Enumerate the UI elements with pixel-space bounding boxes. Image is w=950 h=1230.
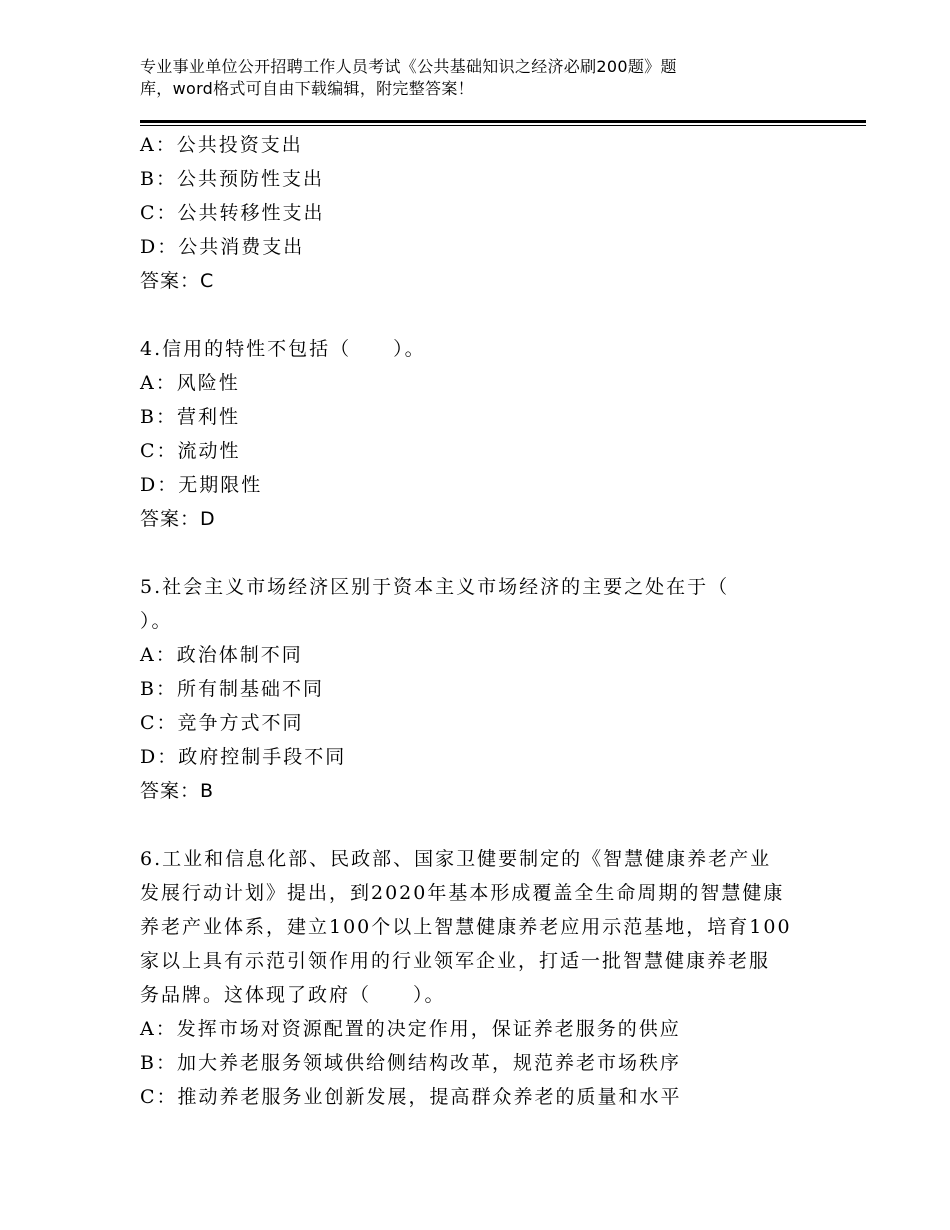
- option-c: C：推动养老服务业创新发展，提高群众养老的质量和水平: [140, 1086, 682, 1108]
- question-stem-cont: 务品牌。这体现了政府（ ）。: [140, 984, 446, 1006]
- spacer: [140, 808, 830, 842]
- answer-label: 答案：B: [140, 780, 215, 802]
- document-header: [140, 56, 820, 100]
- option-d: D：政府控制手段不同: [140, 746, 347, 768]
- header-rule-thin: [140, 125, 866, 126]
- header-line-1: 专业事业单位公开招聘工作人员考试《公共基础知识之经济必刷200题》题: [140, 57, 677, 76]
- option-b: B：所有制基础不同: [140, 678, 324, 700]
- option-c: C：公共转移性支出: [140, 202, 325, 224]
- answer-label: 答案：D: [140, 508, 216, 530]
- question-3: [140, 128, 830, 298]
- question-stem-cont: 发展行动计划》提出，到2020年基本形成覆盖全生命周期的智慧健康: [140, 882, 785, 904]
- question-list: [140, 128, 830, 1114]
- question-stem: 4.信用的特性不包括（ ）。: [140, 338, 426, 360]
- option-a: A：风险性: [140, 372, 240, 394]
- option-b: B：公共预防性支出: [140, 168, 324, 190]
- question-stem-cont: 养老产业体系，建立100个以上智慧健康养老应用示范基地，培育100: [140, 916, 792, 938]
- spacer: [140, 298, 830, 332]
- option-c: C：竞争方式不同: [140, 712, 304, 734]
- header-line-2: 库，word格式可自由下载编辑，附完整答案！: [140, 79, 474, 98]
- option-a: A：政治体制不同: [140, 644, 303, 666]
- question-stem: 6.工业和信息化部、民政部、国家卫健要制定的《智慧健康养老产业: [140, 848, 772, 870]
- option-b: B：加大养老服务领域供给侧结构改革，规范养老市场秩序: [140, 1052, 681, 1074]
- question-stem-cont: 家以上具有示范引领作用的行业领军企业，打适一批智慧健康养老服: [140, 950, 771, 972]
- option-b: B：营利性: [140, 406, 240, 428]
- question-6: [140, 842, 830, 1114]
- question-5: [140, 570, 830, 808]
- spacer: [140, 536, 830, 570]
- option-a: A：发挥市场对资源配置的决定作用，保证养老服务的供应: [140, 1018, 681, 1040]
- question-4: [140, 332, 830, 536]
- option-a: A：公共投资支出: [140, 134, 303, 156]
- answer-label: 答案：C: [140, 270, 215, 292]
- option-d: D：公共消费支出: [140, 236, 305, 258]
- header-rule-thick: [140, 120, 866, 123]
- question-stem: 5.社会主义市场经济区别于资本主义市场经济的主要之处在于（: [140, 576, 730, 598]
- option-c: C：流动性: [140, 440, 241, 462]
- question-stem-cont: ）。: [140, 610, 173, 632]
- option-d: D：无期限性: [140, 474, 263, 496]
